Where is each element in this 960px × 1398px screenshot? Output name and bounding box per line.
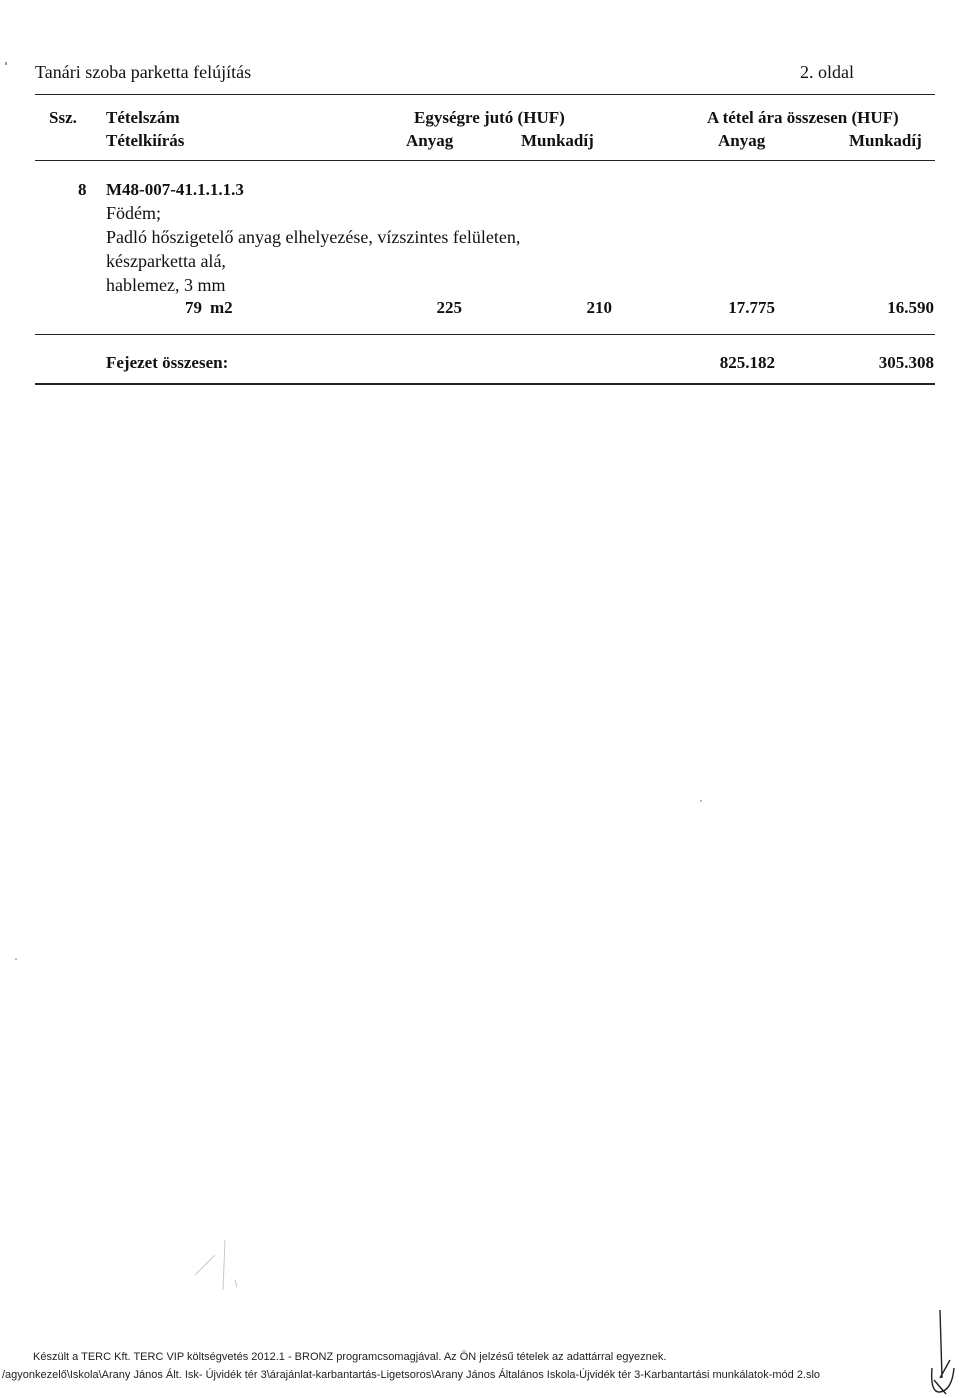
col-unit-labor: Munkadíj xyxy=(521,131,594,150)
scan-speck xyxy=(15,958,17,960)
col-total-price: A tétel ára összesen (HUF) xyxy=(707,108,899,127)
col-ssz: Ssz. xyxy=(49,108,77,127)
summary-material: 825.182 xyxy=(719,353,775,372)
scan-speck xyxy=(700,800,702,802)
scan-artifact xyxy=(185,1235,255,1295)
item-total-material: 17.775 xyxy=(728,298,775,317)
signature-mark xyxy=(928,1308,958,1396)
col-total-labor: Munkadíj xyxy=(849,131,922,150)
item-desc-line: készparketta alá, xyxy=(106,251,226,271)
item-unit: m2 xyxy=(210,298,233,317)
header-rule xyxy=(35,94,935,95)
item-desc-line: Födém; xyxy=(106,203,162,223)
col-item-no: Tételszám xyxy=(106,108,180,127)
item-desc-line: hablemez, 3 mm xyxy=(106,275,226,295)
item-desc-line: Padló hőszigetelő anyag elhelyezése, vízszintes felületen, xyxy=(106,227,521,247)
columns-rule xyxy=(35,160,935,161)
summary-label: Fejezet összesen: xyxy=(106,353,229,372)
item-total-labor: 16.590 xyxy=(887,298,934,317)
item-rule xyxy=(35,334,935,335)
item-code: M48-007-41.1.1.1.3 xyxy=(106,180,244,199)
page-number: 2. oldal xyxy=(800,62,854,82)
summary-labor: 305.308 xyxy=(878,353,934,372)
item-quantity: 79 xyxy=(185,298,202,317)
footer-line-1: Készült a TERC Kft. TERC VIP költségvetés 2012.1 - BRONZ programcsomagjával. Az ÖN jelzésű tételek az adattárral egyeznek. xyxy=(33,1351,667,1363)
document-title: Tanári szoba parketta felújítás xyxy=(35,62,252,82)
col-item-desc: Tételkiírás xyxy=(106,131,185,150)
footer-line-2: /agyonkezelő\Iskola\Arany János Ált. Isk- Újvidék tér 3\árajánlat-karbantartás-Ligetsoros\Arany János Általános Iskola-Újvidék tér 3-Karbantartási munkálatok-mód 2.slo xyxy=(2,1369,821,1381)
item-unit-labor: 210 xyxy=(586,298,612,317)
col-total-material: Anyag xyxy=(718,131,766,150)
scan-speck xyxy=(5,62,7,65)
item-ssz: 8 xyxy=(78,180,87,199)
item-unit-material: 225 xyxy=(436,298,462,317)
col-unit-price: Egységre jutó (HUF) xyxy=(414,108,565,127)
col-unit-material: Anyag xyxy=(406,131,454,150)
summary-rule xyxy=(35,383,935,385)
